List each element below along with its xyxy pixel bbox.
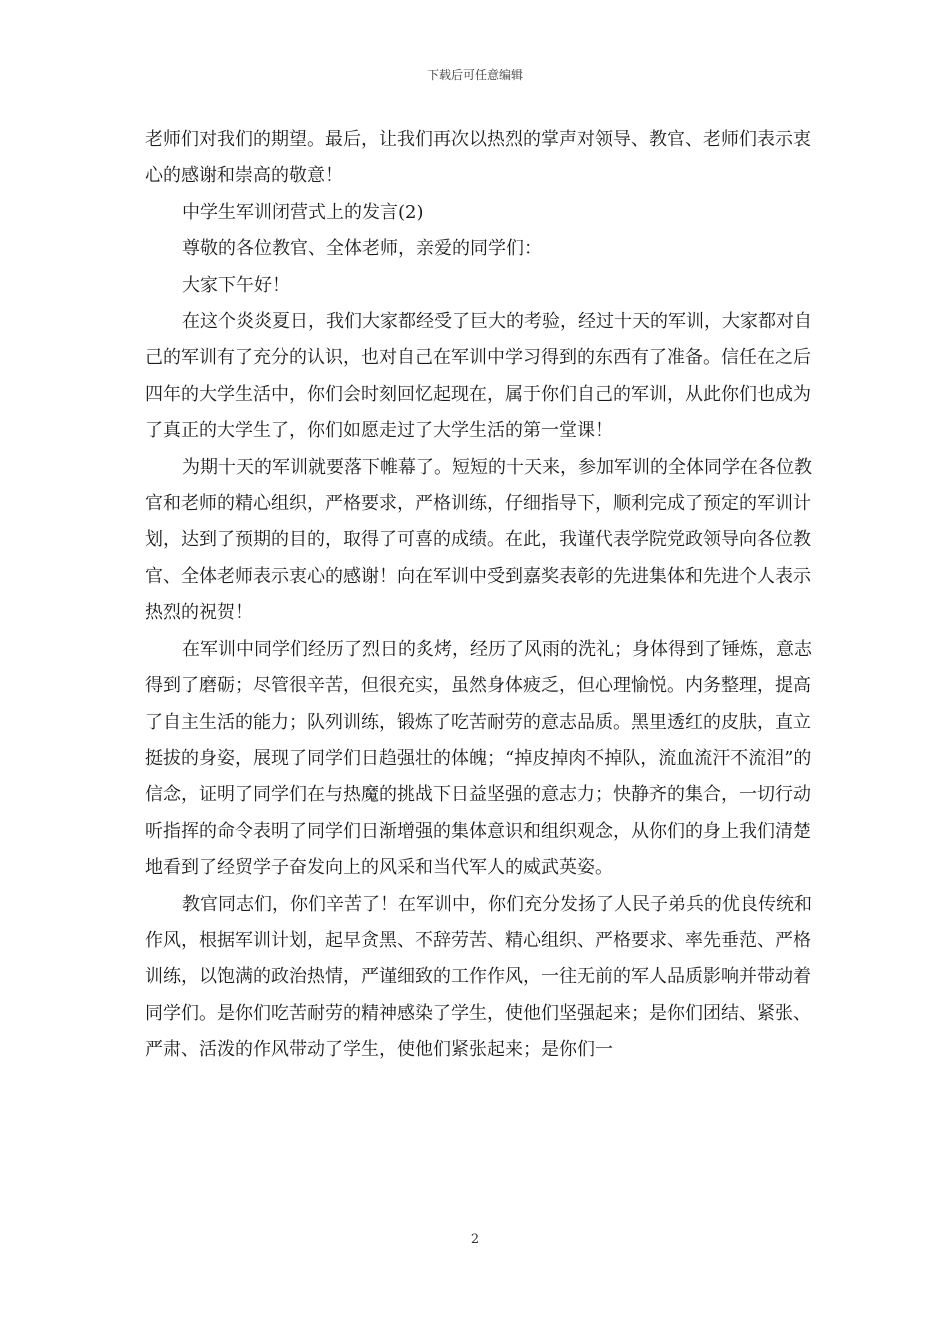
header-note: 下载后可任意编辑 (426, 68, 523, 82)
document-body (145, 122, 817, 1069)
section-title: 中学生军训闭营式上的发言(2) (182, 201, 424, 223)
paragraph-continuation: 老师们对我们的期望。最后，让我们再次以热烈的掌声对领导、教官、老师们表示衷心的感谢和崇高的敬意！ (145, 129, 811, 187)
page-number: 2 (470, 1232, 480, 1247)
greeting: 大家下午好！ (182, 274, 290, 296)
paragraph: 为期十天的军训就要落下帷幕了。短短的十天来，参加军训的全体同学在各位教官和老师的精心组织，严格要求，严格训练，仔细指导下，顺利完成了预定的军训计划，达到了预期的目的，取得了可喜的成绩。在此，我谨代表学院党政领导向各位教官、全体老师表示衷心的感谢！向在军训中受到嘉奖表彰的先进集体和先进个人表示热烈的祝贺！ (145, 456, 812, 624)
paragraph: 在军训中同学们经历了烈日的炙烤，经历了风雨的洗礼；身体得到了锤炼，意志得到了磨砺；尽管很辛苦，但很充实，虽然身体疲乏，但心理愉悦。内务整理，提高了自主生活的能力；队列训练，锻炼了吃苦耐劳的意志品质。黑里透红的皮肤，直立挺拔的身姿，展现了同学们日趋强壮的体魄；“掉皮掉肉不掉队，流血流汗不流泪”的信念，证明了同学们在与热魔的挑战下日益坚强的意志力；快静齐的集合，一切行动听指挥的命令表明了同学们日渐增强的集体意识和组织观念，从你们的身上我们清楚地看到了经贸学子奋发向上的风采和当代军人的威武英姿。 (145, 638, 812, 879)
paragraph: 在这个炎炎夏日，我们大家都经受了巨大的考验，经过十天的军训，大家都对自己的军训有了充分的认识，也对自己在军训中学习得到的东西有了准备。信任在之后四年的大学生活中，你们会时刻回忆起现在，属于你们自己的军训，从此你们也成为了真正的大学生了，你们如愿走过了大学生活的第一堂课！ (145, 311, 812, 442)
paragraph: 教官同志们，你们辛苦了！在军训中，你们充分发扬了人民子弟兵的优良传统和作风，根据军训计划，起早贪黑、不辞劳苦、精心组织、严格要求、率先垂范、严格训练，以饱满的政治热情，严谨细致的工作作风，一往无前的军人品质影响并带动着同学们。是你们吃苦耐劳的精神感染了学生，使他们坚强起来；是你们团结、紧张、严肃、活泼的作风带动了学生，使他们紧张起来；是你们一 (145, 893, 812, 1061)
salutation: 尊敬的各位教官、全体老师，亲爱的同学们： (182, 238, 542, 260)
